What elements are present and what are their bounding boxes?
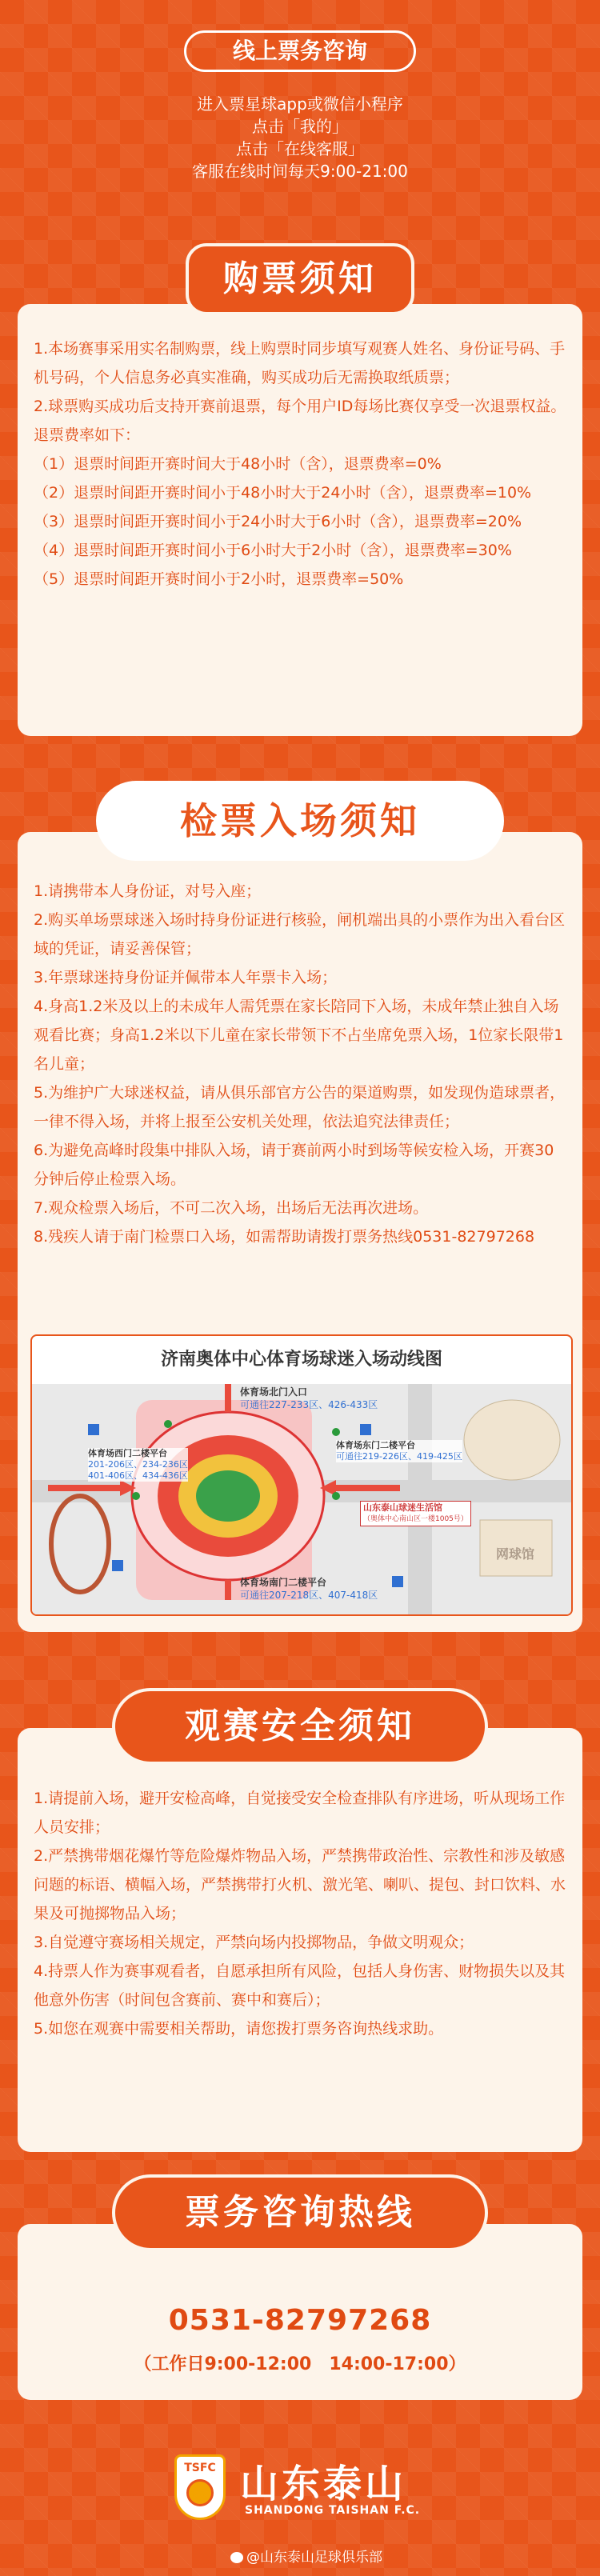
- safety-para: 5.如您在观赛中需要相关帮助，请您拨打票务咨询热线求助。: [34, 2020, 444, 2038]
- purchase-para: （4）退票时间距开赛时间小于6小时大于2小时（含），退票费率=30%: [34, 542, 512, 559]
- safety-title: 观赛安全须知: [112, 1688, 488, 1765]
- purchase-para: （1）退票时间距开赛时间大于48小时（含），退票费率=0%: [34, 455, 442, 473]
- online-consult-title: 线上票务咨询: [184, 30, 416, 72]
- entry-para: 8.残疾人请于南门检票口入场，如需帮助请拨打票务热线0531-82797268: [34, 1228, 535, 1246]
- purchase-para: （5）退票时间距开赛时间小于2小时，退票费率=50%: [34, 570, 404, 588]
- entry-para: 4.身高1.2米及以上的未成年人需凭票在家长陪同下入场，未成年禁止独自入场观看比赛；身高1.2米以下儿童在家长带领下不占坐席免票入场，1位家长限带1名儿童；: [34, 998, 564, 1073]
- entry-para: 2.购买单场票球迷入场时持身份证进行核验，闸机端出具的小票作为出入看台区域的凭证，请妥善保管；: [34, 911, 566, 958]
- online-consult-steps: [0, 93, 600, 182]
- entry-para: 1.请携带本人身份证，对号入座；: [34, 882, 262, 900]
- step-line: 进入票星球app或微信小程序: [197, 94, 403, 114]
- football-icon: [186, 2479, 214, 2506]
- north-gate-label: 体育场北门入口 可通往227-233区、426-433区: [240, 1386, 378, 1410]
- safety-para: 2.严禁携带烟花爆竹等危险爆炸物品入场，严禁携带政治性、宗教性和涉及敏感问题的标语、横幅入场，严禁携带打火机、激光笔、喇叭、提包、封口饮料、水果及可抛掷物品入场；: [34, 1847, 566, 1922]
- purchase-title: 购票须知: [186, 243, 414, 315]
- entry-para: 5.为维护广大球迷权益，请从俱乐部官方公告的渠道购票，如发现伪造球票者，一律不得入场，并将上报至公安机关处理，依法追究法律责任；: [34, 1084, 566, 1130]
- purchase-para: 2.球票购买成功后支持开赛前退票，每个用户ID每场比赛仅享受一次退票权益。退票费率如下：: [34, 398, 566, 444]
- step-line: 点击「在线客服」: [236, 139, 364, 158]
- safety-para: 1.请提前入场，避开安检高峰，自觉接受安全检查排队有序进场，听从现场工作人员安排；: [34, 1790, 566, 1836]
- entry-para: 6.为避免高峰时段集中排队入场，请于赛前两小时到场等候安检入场，开赛30分钟后停止检票入场。: [34, 1142, 554, 1188]
- west-gate-label: 体育场西门二楼平台 201-206区、234-236区 401-406区、434-436区: [88, 1448, 188, 1481]
- hotline-phone[interactable]: 0531-82797268: [168, 2304, 432, 2337]
- service-hours: 客服在线时间每天9:00-21:00: [192, 162, 408, 181]
- safety-para: 4.持票人作为赛事观看者，自愿承担所有风险，包括人身伤害、财物损失以及其他意外伤害（时间包含赛前、赛中和赛后）；: [34, 1962, 566, 2009]
- club-name-en: SHANDONG TAISHAN F.C.: [245, 2504, 421, 2517]
- safety-para: 3.自觉遵守赛场相关规定，严禁向场内投掷物品，争做文明观众；: [34, 1934, 474, 1951]
- purchase-para: （2）退票时间距开赛时间小于48小时大于24小时（含），退票费率=10%: [34, 484, 532, 502]
- tennis-arena-label: 网球馆: [496, 1546, 535, 1562]
- purchase-para: 1.本场赛事采用实名制购票，线上购票时同步填写观赛人姓名、身份证号码、手机号码，个人信息务必真实准确，购买成功后无需换取纸质票；: [34, 340, 566, 386]
- stadium-route-map: [30, 1334, 573, 1616]
- hotline-hours: （工作日9:00-12:00 14:00-17:00）: [134, 2354, 466, 2374]
- safety-body: [34, 1784, 566, 2043]
- weibo-watermark: @山东泰山足球俱乐部: [230, 2546, 382, 2566]
- entry-body: [34, 877, 566, 1251]
- club-badge-text: TSFC: [184, 2462, 216, 2474]
- entry-para: 7.观众检票入场后，不可二次入场，出场后无法再次进场。: [34, 1199, 429, 1217]
- fan-store-label: 山东泰山球迷生活馆 （奥体中心南山区一楼1005号）: [360, 1501, 471, 1526]
- entry-para: 3.年票球迷持身份证并佩带本人年票卡入场；: [34, 969, 338, 986]
- entry-title: 检票入场须知: [96, 781, 504, 861]
- club-badge: [174, 2454, 226, 2520]
- map-title: 济南奥体中心体育场球迷入场动线图: [160, 1350, 442, 1370]
- club-name-cn: 山东泰山: [240, 2462, 407, 2506]
- weibo-icon: [230, 2552, 243, 2563]
- south-gate-label: 体育场南门二楼平台 可通往207-218区、407-418区: [240, 1577, 378, 1601]
- step-line: 点击「我的」: [252, 117, 348, 136]
- purchase-para: （3）退票时间距开赛时间小于24小时大于6小时（含），退票费率=20%: [34, 513, 522, 530]
- purchase-body: [34, 334, 566, 594]
- east-gate-label: 体育场东门二楼平台 可通往219-226区、419-425区: [336, 1440, 462, 1462]
- hotline-title: 票务咨询热线: [112, 2174, 488, 2251]
